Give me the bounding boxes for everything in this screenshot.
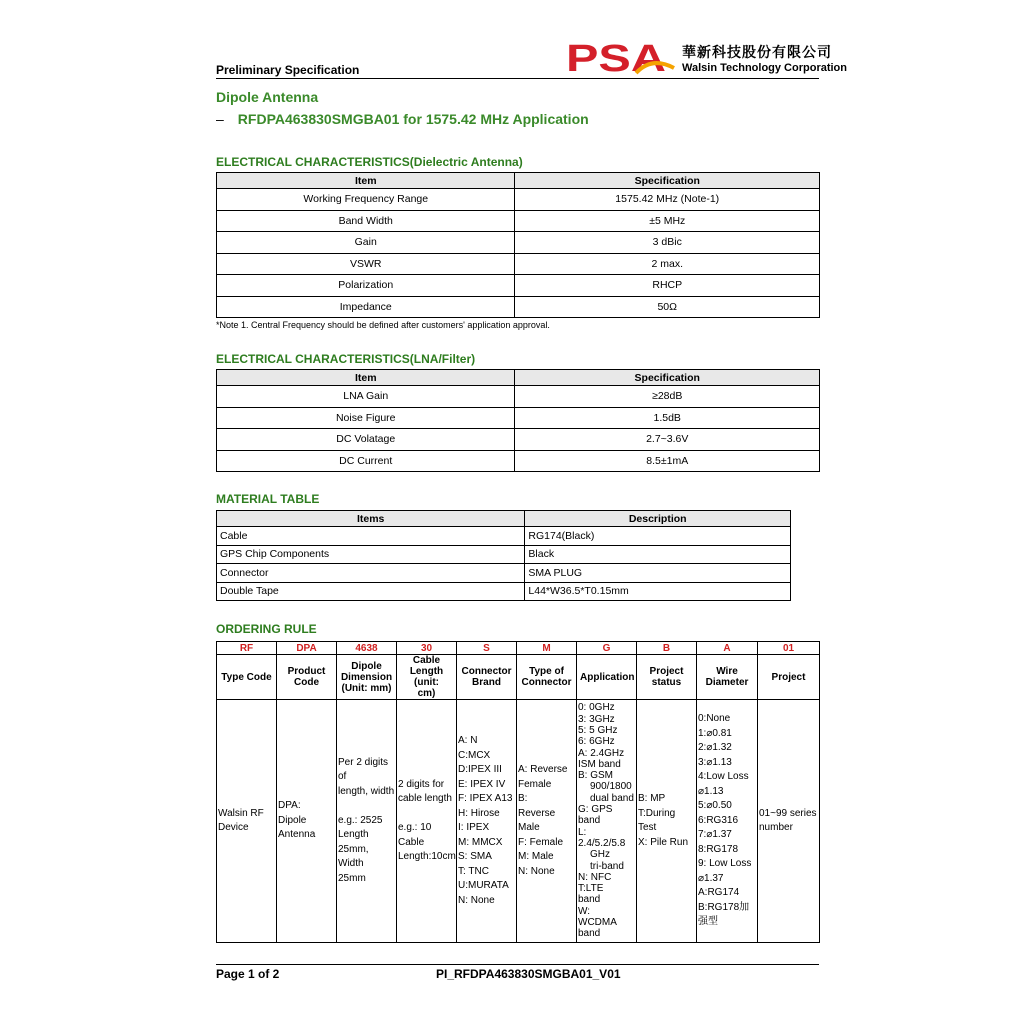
spec-cell: RHCP [515,275,820,297]
table-row [217,450,820,472]
column-header-spec: Specification [515,173,820,189]
column-header-spec: Specification [515,370,820,386]
description-line: ⌀1.13 [698,785,724,797]
heading-cell-wire-diameter [697,655,758,700]
description-cell-type-code [217,700,277,943]
table-row [217,545,791,564]
code-cell-dipole-dimension: 4638 [337,642,397,655]
description-line: A: Reverse [518,764,568,775]
table-row [217,429,820,451]
description-line: T:During [638,807,676,819]
item-cell: Connector [217,564,525,583]
description-line: tri-band [590,860,624,872]
table-row [217,564,791,583]
description-line: 6: 6GHz [578,736,615,748]
code-cell-connector-type: M [517,642,577,655]
description-cell-wire-diameter [697,700,758,943]
description-cell-cable-length [397,700,457,943]
table-row [217,189,820,211]
column-header-items: Items [217,511,525,527]
description-line: 25mm [338,872,366,884]
description-row [217,700,820,943]
heading-cell-type-code [217,655,277,700]
heading-line: Brand [472,677,501,688]
table-header-row [217,370,820,386]
spec-cell: ±5 MHz [515,210,820,232]
note-text: *Note 1. Central Frequency should be defined after customers' application approval. [216,320,550,330]
heading-line: status [651,677,682,688]
table-row [217,253,820,275]
table-row [217,296,820,318]
subtitle-dash: – [216,111,224,127]
heading-line: Application [580,671,635,683]
code-cell-wire-diameter: A [697,642,758,655]
description-line: U:MURATA [458,880,509,891]
description-line: band [578,894,601,906]
company-name-english: Walsin Technology Corporation [682,62,847,74]
spec-cell: 1.5dB [515,407,820,429]
code-cell-project: 01 [758,642,820,655]
description-cell: SMA PLUG [525,564,791,583]
psa-logo [566,40,676,76]
description-line: 5: 5 GHz [578,724,618,736]
item-cell: DC Current [217,450,515,472]
svg-text:PSA: PSA [566,40,666,76]
description-line: X: Pile Run [638,836,689,848]
code-cell-connector-brand: S [457,642,517,655]
section-heading-lna: ELECTRICAL CHARACTERISTICS(LNA/Filter) [216,352,476,366]
code-cell-application: G [577,642,637,655]
heading-row [217,655,820,700]
description-line: E: IPEX IV [458,778,506,790]
description-line: B: GSM [578,770,614,782]
item-cell: Impedance [217,296,515,318]
table-header-row [217,511,791,527]
description-line: H: Hirose [458,807,500,819]
description-cell-project [758,700,820,943]
section-heading-material: MATERIAL TABLE [216,492,320,506]
code-cell-type-code: RF [217,642,277,655]
description-line: S: SMA [458,851,492,862]
description-line: 900/1800 [590,781,632,793]
document-type-label: Preliminary Specification [216,63,360,77]
section-heading-dielectric: ELECTRICAL CHARACTERISTICS(Dielectric Antenna) [216,155,523,169]
description-line: W: [578,905,591,917]
description-cell: RG174(Black) [525,527,791,546]
item-cell: GPS Chip Components [217,545,525,564]
description-line: Device [218,822,249,833]
item-cell: Polarization [217,275,515,297]
code-row [217,642,820,655]
heading-line: cm) [417,688,436,699]
spec-cell: ≥28dB [515,386,820,408]
description-line: ⌀1.37 [698,872,724,884]
heading-line: Type Code [221,671,272,683]
description-line: T:LTE [578,883,604,895]
description-line: 2 digits for [398,778,445,790]
item-cell: VSWR [217,253,515,275]
description-line: Length:10cm [398,851,456,862]
heading-cell-connector-brand [457,655,517,700]
ordering-rule-table [216,641,820,943]
description-line: cable length [398,793,452,804]
description-line: DPA: [278,800,301,812]
description-line: M: MMCX [458,836,503,848]
table-row [217,407,820,429]
page-number: Page 1 of 2 [216,967,280,981]
description-line: number [759,822,793,833]
description-line: 4:Low Loss [698,771,749,783]
description-line: Dipole [278,814,307,826]
description-line: Cable [398,836,425,848]
description-line: B: [518,793,528,804]
heading-line: Connector [461,666,512,677]
description-line: 25mm, Width [338,843,369,870]
lna-spec-table [216,369,820,472]
description-cell: Black [525,545,791,564]
description-line: N: None [458,894,495,906]
description-line [398,807,455,822]
spec-cell: 2 max. [515,253,820,275]
description-line: 9: Low Loss [698,858,752,870]
dielectric-spec-table [216,172,820,318]
heading-cell-project [758,655,820,700]
section-heading-ordering: ORDERING RULE [216,622,317,636]
spec-cell: 8.5±1mA [515,450,820,472]
company-name-chinese: 華新科技股份有限公司 [682,45,832,61]
description-line: 1:⌀0.81 [698,727,732,739]
heading-line: Connector [521,677,572,688]
table-row [217,582,791,601]
heading-line: Diameter [705,677,749,688]
heading-line: Cable [412,655,441,666]
column-header-item: Item [217,370,515,386]
description-cell-project-status [637,700,697,943]
heading-line: Wire [716,666,738,677]
description-line: e.g.: 2525 [338,814,383,826]
spec-cell: 50Ω [515,296,820,318]
description-line: F: Female [518,836,564,848]
column-header-description: Description [525,511,791,527]
description-line: A: N [458,735,478,746]
description-line: Per 2 digits of [338,756,389,783]
description-line: 5:⌀0.50 [698,800,732,812]
document-subtitle [216,111,589,127]
description-line: B: MP [638,793,666,804]
item-cell: DC Volatage [217,429,515,451]
header-rule [216,78,819,79]
description-line: 3: 3GHz [578,713,615,725]
spec-cell: 2.7~3.6V [515,429,820,451]
description-line: Reverse [518,807,556,819]
table-header-row [217,173,820,189]
description-line: ISM band [578,758,621,770]
table-row [217,527,791,546]
description-line: 01~99 series [759,807,817,819]
table-row [217,386,820,408]
description-line: 3:⌀1.13 [698,756,732,768]
description-line: GHz [590,849,610,861]
description-line: WCDMA [578,917,617,929]
description-cell-product-code [277,700,337,943]
description-line: A: 2.4GHz [578,747,625,759]
description-line: M: Male [518,851,554,862]
item-cell: Cable [217,527,525,546]
heading-line: Type of [529,666,564,677]
heading-line: Code [294,677,319,688]
heading-line: (Unit: mm) [341,682,392,694]
item-cell: Noise Figure [217,407,515,429]
heading-line: Dipole [351,660,382,672]
description-line: B:RG178加强型 [698,901,750,928]
description-line [338,799,395,814]
description-line: G: GPS band [578,804,613,827]
heading-cell-project-status [637,655,697,700]
description-line: D:IPEX III [458,764,502,775]
spec-cell: 1575.42 MHz (Note-1) [515,189,820,211]
heading-line: Project [771,671,806,683]
footer-rule [216,964,819,965]
description-line: 6:RG316 [698,814,739,826]
item-cell: Working Frequency Range [217,189,515,211]
heading-cell-dipole-dimension [337,655,397,700]
table-row [217,275,820,297]
description-cell-application [577,700,637,943]
item-cell: Double Tape [217,582,525,601]
description-cell-dipole-dimension [337,700,397,943]
description-line: Test [638,822,657,833]
heading-cell-connector-type [517,655,577,700]
material-table [216,510,791,601]
description-line: 0:None [698,713,731,725]
item-cell: LNA Gain [217,386,515,408]
code-cell-cable-length: 30 [397,642,457,655]
heading-line: Dimension [340,671,393,683]
description-line: 7:⌀1.37 [698,829,732,841]
description-line: Length [338,829,369,841]
description-line: T: TNC [458,865,489,877]
document-title: Dipole Antenna [216,89,319,105]
heading-cell-application [577,655,637,700]
description-line: N: None [518,865,555,877]
description-line: L: 2.4/5.2/5.8 [578,826,626,849]
subtitle-text: RFDPA463830SMGBA01 for 1575.42 MHz Application [237,111,589,127]
heading-line: Project [649,666,684,677]
description-line: Female [518,778,552,790]
description-cell-connector-brand [457,700,517,943]
item-cell: Band Width [217,210,515,232]
description-line: band [578,928,601,940]
description-line: A:RG174 [698,887,740,899]
description-line: 8:RG178 [698,843,739,855]
heading-line: Length (unit: [409,666,444,688]
description-line: 2:⌀1.32 [698,742,732,754]
spec-cell: 3 dBic [515,232,820,254]
item-cell: Gain [217,232,515,254]
description-line: Male [518,822,540,833]
document-code: PI_RFDPA463830SMGBA01_V01 [436,967,621,981]
description-line: N: NFC [578,871,612,883]
description-line: I: IPEX [458,822,490,833]
heading-line: Product [287,666,326,677]
heading-cell-product-code [277,655,337,700]
table-row [217,210,820,232]
table-row [217,232,820,254]
code-cell-product-code: DPA [277,642,337,655]
description-line: dual band [590,792,634,804]
description-cell: L44*W36.5*T0.15mm [525,582,791,601]
description-line: C:MCX [458,749,491,761]
column-header-item: Item [217,173,515,189]
heading-cell-cable-length [397,655,457,700]
description-line: Walsin RF [218,807,264,819]
description-line: e.g.: 10 [398,822,432,833]
description-line: Antenna [278,829,316,841]
description-cell-connector-type [517,700,577,943]
code-cell-project-status: B [637,642,697,655]
description-line: F: IPEX A13 [458,793,513,804]
description-line: 0: 0GHz [578,702,615,714]
description-line: length, width [338,785,395,797]
